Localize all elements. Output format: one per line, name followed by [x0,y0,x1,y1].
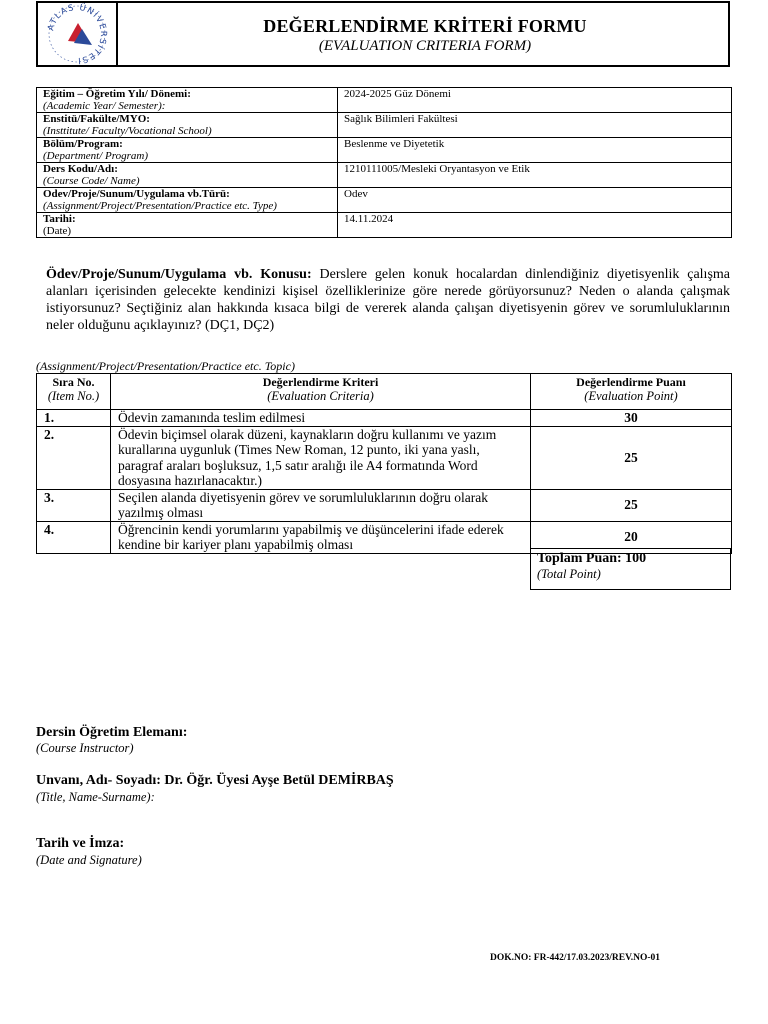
topic-text: Derslere gelen konuk hocalardan dinlendiğiniz diyetisyenlik çalışma alanları içerisinden gelecekte kendinizi kişisel özelliklerinize göre nerede görüyorsunuz? Neden o alanda çalışmak istiyorsunuz? Seçtiğiniz alan hakkında kısaca bilgi de vererek alanda çalışan diyetisyenin görev ve sorumluluklarının neler olduğunu açıklayınız? (DÇ1, DÇ2) [46,267,730,333]
column-header-points [531,374,732,410]
university-logo [38,3,118,65]
item-no: 3. [37,489,111,521]
instructor-label: Dersin Öğretim Elemanı: [36,725,188,740]
table-header-row [37,374,732,410]
info-row-type [37,188,732,213]
item-no: 4. [37,521,111,553]
info-row-faculty [37,113,732,138]
topic-label-en: (Assignment/Project/Presentation/Practice etc. Topic) [36,359,295,373]
criterion-text: Ödevin biçimsel olarak düzeni, kaynakların doğru kullanımı ve yazım kurallarına uygunluk (Times New Roman, 12 punto, iki yana yaslı, paragraf araları boşluksuz, 1,5 satır aralığı ile A4 formatında Word dosyasına hazırlanacaktır.) [111,426,531,489]
info-row-semester [37,88,732,113]
svg-text:ATLAS ÜNİVERSİTESİ: ATLAS ÜNİVERSİTESİ [46,3,109,65]
info-label-en: (Course Code/ Name) [43,175,140,187]
header-label: Değerlendirme Kriteri [262,375,379,389]
form-title: DEĞERLENDİRME KRİTERİ FORMU [263,16,587,36]
item-no: 2. [37,426,111,489]
info-label-en: (Insttitute/ Faculty/Vocational School) [43,125,212,137]
info-label: Eğitim – Öğretim Yılı/ Dönemi: [43,88,191,100]
header-label: Değerlendirme Puanı [576,375,686,389]
criterion-text: Seçilen alanda diyetisyenin görev ve sorumluluklarının doğru olarak yazılmış olması [111,489,531,521]
criterion-points: 25 [531,489,732,521]
form-header [36,1,730,67]
info-label-en: (Date) [43,225,72,237]
column-header-criteria [111,374,531,410]
table-row [37,426,732,489]
document-number: DOK.NO: FR-442/17.03.2023/REV.NO-01 [490,953,661,963]
info-value: 2024-2025 Güz Dönemi [344,88,451,100]
total-points-label: Toplam Puan: 100 [537,551,647,566]
table-row [37,489,732,521]
info-label: Bölüm/Program: [43,138,123,150]
info-row-department [37,138,732,163]
info-label-en: (Department/ Program) [43,150,148,162]
table-row [37,410,732,427]
info-value: Odev [344,188,368,200]
total-points-label-en: (Total Point) [537,567,601,581]
date-signature-label: Tarih ve İmza: [36,836,125,851]
criterion-text: Öğrencinin kendi yorumlarını yapabilmiş ve düşüncelerini ifade ederek kendine bir kariyer planı yapabilmiş olması [111,521,531,553]
instructor-name-label-en: (Title, Name-Surname): [36,790,155,804]
column-header-item-no [37,374,111,410]
criterion-points: 30 [531,410,732,427]
criterion-points: 20 [531,521,732,553]
info-label: Enstitü/Fakülte/MYO: [43,113,150,125]
evaluation-criteria-table [36,373,732,554]
info-label-en: (Assignment/Project/Presentation/Practice etc. Type) [43,200,277,212]
info-label-en: (Academic Year/ Semester): [43,100,166,112]
info-label: Odev/Proje/Sunum/Uygulama vb.Türü: [43,188,230,200]
total-points-box [530,548,731,590]
info-label: Tarihi: [43,213,76,225]
header-label-en: (Evaluation Criteria) [267,389,374,403]
info-row-date [37,213,732,238]
course-info-table [36,87,732,238]
criterion-text: Ödevin zamanında teslim edilmesi [111,410,531,427]
form-subtitle: (EVALUATION CRITERIA FORM) [318,38,532,54]
instructor-label-en: (Course Instructor) [36,741,134,755]
info-value: 1210111005/Mesleki Oryantasyon ve Etik [344,163,530,175]
info-value: Sağlık Bilimleri Fakültesi [344,113,458,125]
atlas-university-seal-icon [38,3,116,65]
criterion-points: 25 [531,426,732,489]
info-label: Ders Kodu/Adı: [43,163,118,175]
item-no: 1. [37,410,111,427]
info-value: Beslenme ve Diyetetik [344,138,445,150]
date-signature-label-en: (Date and Signature) [36,853,142,867]
header-label-en: (Evaluation Point) [584,389,678,403]
info-value: 14.11.2024 [344,213,394,225]
info-row-course [37,163,732,188]
instructor-name: Unvanı, Adı- Soyadı: Dr. Öğr. Üyesi Ayşe Betül DEMİRBAŞ [36,773,394,788]
header-label: Sıra No. [52,375,95,389]
topic-label: Ödev/Proje/Sunum/Uygulama vb. Konusu: [46,267,312,282]
header-label-en: (Item No.) [47,389,100,403]
assignment-topic [46,266,730,334]
